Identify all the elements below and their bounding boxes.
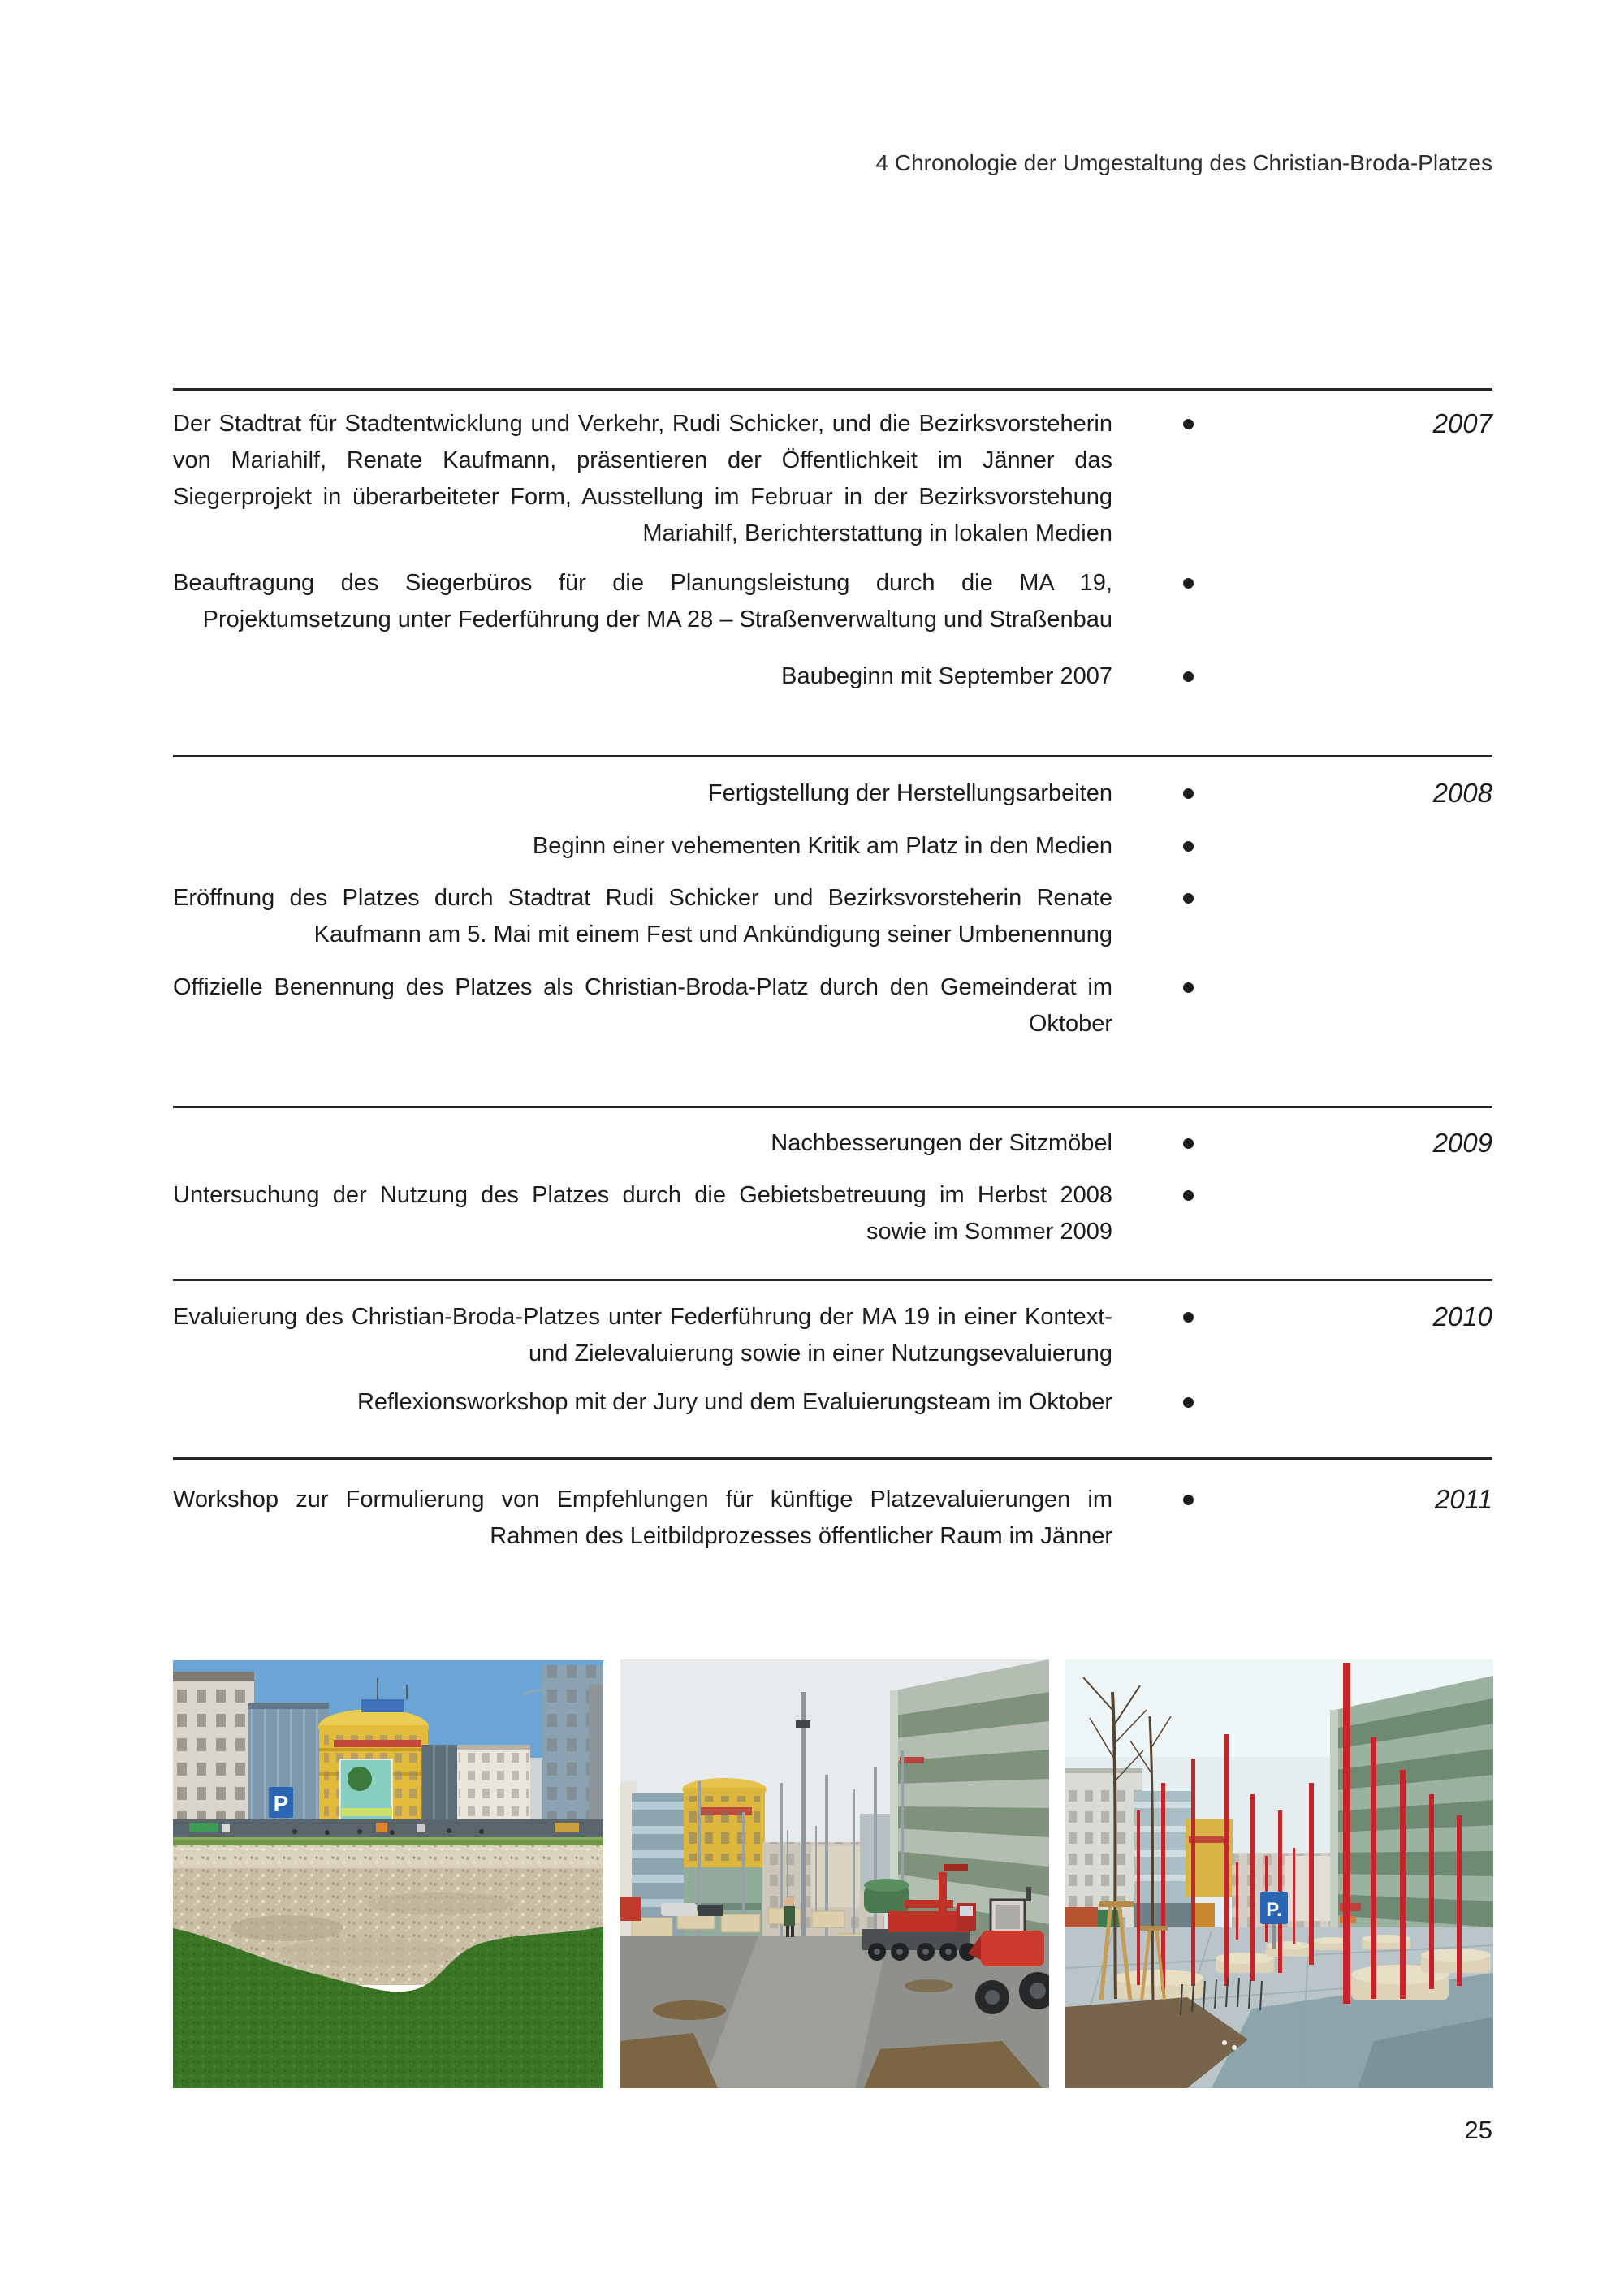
timeline-section-2008	[173, 755, 1492, 1042]
entry-text: Baubeginn mit September 2007	[781, 663, 1112, 689]
photo-square-before-svg	[173, 1660, 603, 2088]
entry-text: Workshop zur Formulierung von Empfehlungen für künftige Platzevaluierungen im Rahmen des Leitbildprozesses öffentlicher Raum im Jänner	[173, 1487, 1112, 1549]
timeline-entry	[173, 969, 1492, 1042]
timeline-section-2009	[173, 1106, 1492, 1250]
year-label: 2009	[1432, 1128, 1492, 1158]
running-header: 4 Chronologie der Umgestaltung des Christian-Broda-Platzes	[875, 150, 1492, 175]
entry-text: Reflexionsworkshop mit der Jury und dem Evaluierungsteam im Oktober	[356, 1389, 1112, 1415]
entry-text: Nachbesserungen der Sitzmöbel	[771, 1130, 1112, 1156]
year-label: 2008	[1432, 778, 1492, 808]
timeline-entry	[173, 828, 1492, 865]
entry-text: Beginn einer vehementen Kritik am Platz in den Medien	[532, 833, 1112, 859]
timeline-entry	[173, 880, 1492, 953]
timeline-entry	[173, 1177, 1492, 1250]
bullet-icon	[1112, 1177, 1263, 1201]
photo-square-construction	[620, 1659, 1049, 2088]
photo-square-completed-svg	[1065, 1659, 1493, 2088]
entry-text: Beauftragung des Siegerbüros für die Planungsleistung durch die MA 19, Projektumsetzung unter Federführung der MA 28 – Straßenverwaltung und Straßenbau	[173, 570, 1112, 632]
year-label: 2010	[1432, 1301, 1492, 1331]
timeline-entry	[173, 775, 1492, 812]
bullet-icon	[1112, 775, 1263, 799]
entry-text: Fertigstellung der Herstellungsarbeiten	[707, 780, 1112, 806]
bullet-icon	[1112, 1384, 1263, 1408]
photo-square-construction-svg	[620, 1659, 1049, 2088]
year-label: 2007	[1432, 408, 1492, 438]
timeline-entry	[173, 1125, 1492, 1162]
bullet-icon	[1112, 880, 1263, 904]
parking-sign-letter: P	[273, 1791, 289, 1816]
bullet-icon	[1112, 406, 1263, 429]
entry-text: Offizielle Benennung des Platzes als Christian-Broda-Platz durch den Gemeinderat im Oktober	[173, 974, 1112, 1037]
timeline-section-2011	[173, 1457, 1492, 1555]
timeline-entry	[173, 406, 1492, 552]
timeline-entry	[173, 1299, 1492, 1372]
year-label: 2011	[1435, 1484, 1492, 1514]
bullet-icon	[1112, 565, 1263, 589]
entry-text: Evaluierung des Christian-Broda-Platzes unter Federführung der MA 19 in einer Kontext- und Zielevaluierung sowie in einer Nutzungsevaluierung	[173, 1304, 1112, 1366]
parking-sign-letter: P.	[1266, 1899, 1282, 1921]
entry-text: Der Stadtrat für Stadtentwicklung und Verkehr, Rudi Schicker, und die Bezirksvorsteherin von Mariahilf, Renate Kaufmann, präsentieren der Öffentlichkeit im Jänner das Siegerprojekt in überarbeiteter Form, Ausstellung im Februar in der Bezirksvorstehung Mariahilf, Berichterstattung in lokalen Medien	[173, 411, 1112, 546]
timeline-entry	[173, 658, 1492, 695]
timeline-entry	[173, 1384, 1492, 1421]
entry-text: Eröffnung des Platzes durch Stadtrat Rudi Schicker und Bezirksvorsteherin Renate Kaufmann am 5. Mai mit einem Fest und Ankündigung seiner Umbenennung	[173, 885, 1112, 947]
bullet-icon	[1112, 658, 1263, 682]
timeline-entry	[173, 1482, 1492, 1555]
timeline-section-2007	[173, 388, 1492, 695]
bullet-icon	[1112, 828, 1263, 852]
entry-text: Untersuchung der Nutzung des Platzes durch die Gebietsbetreuung im Herbst 2008 sowie im Sommer 2009	[173, 1182, 1112, 1245]
photo-square-completed	[1065, 1659, 1493, 2088]
timeline-entry	[173, 565, 1492, 638]
bullet-icon	[1112, 1299, 1263, 1323]
photo-square-before	[173, 1660, 603, 2088]
page-number: 25	[1464, 2116, 1492, 2144]
timeline-section-2010	[173, 1279, 1492, 1421]
bullet-icon	[1112, 969, 1263, 993]
bullet-icon	[1112, 1125, 1263, 1149]
bullet-icon	[1112, 1482, 1263, 1505]
